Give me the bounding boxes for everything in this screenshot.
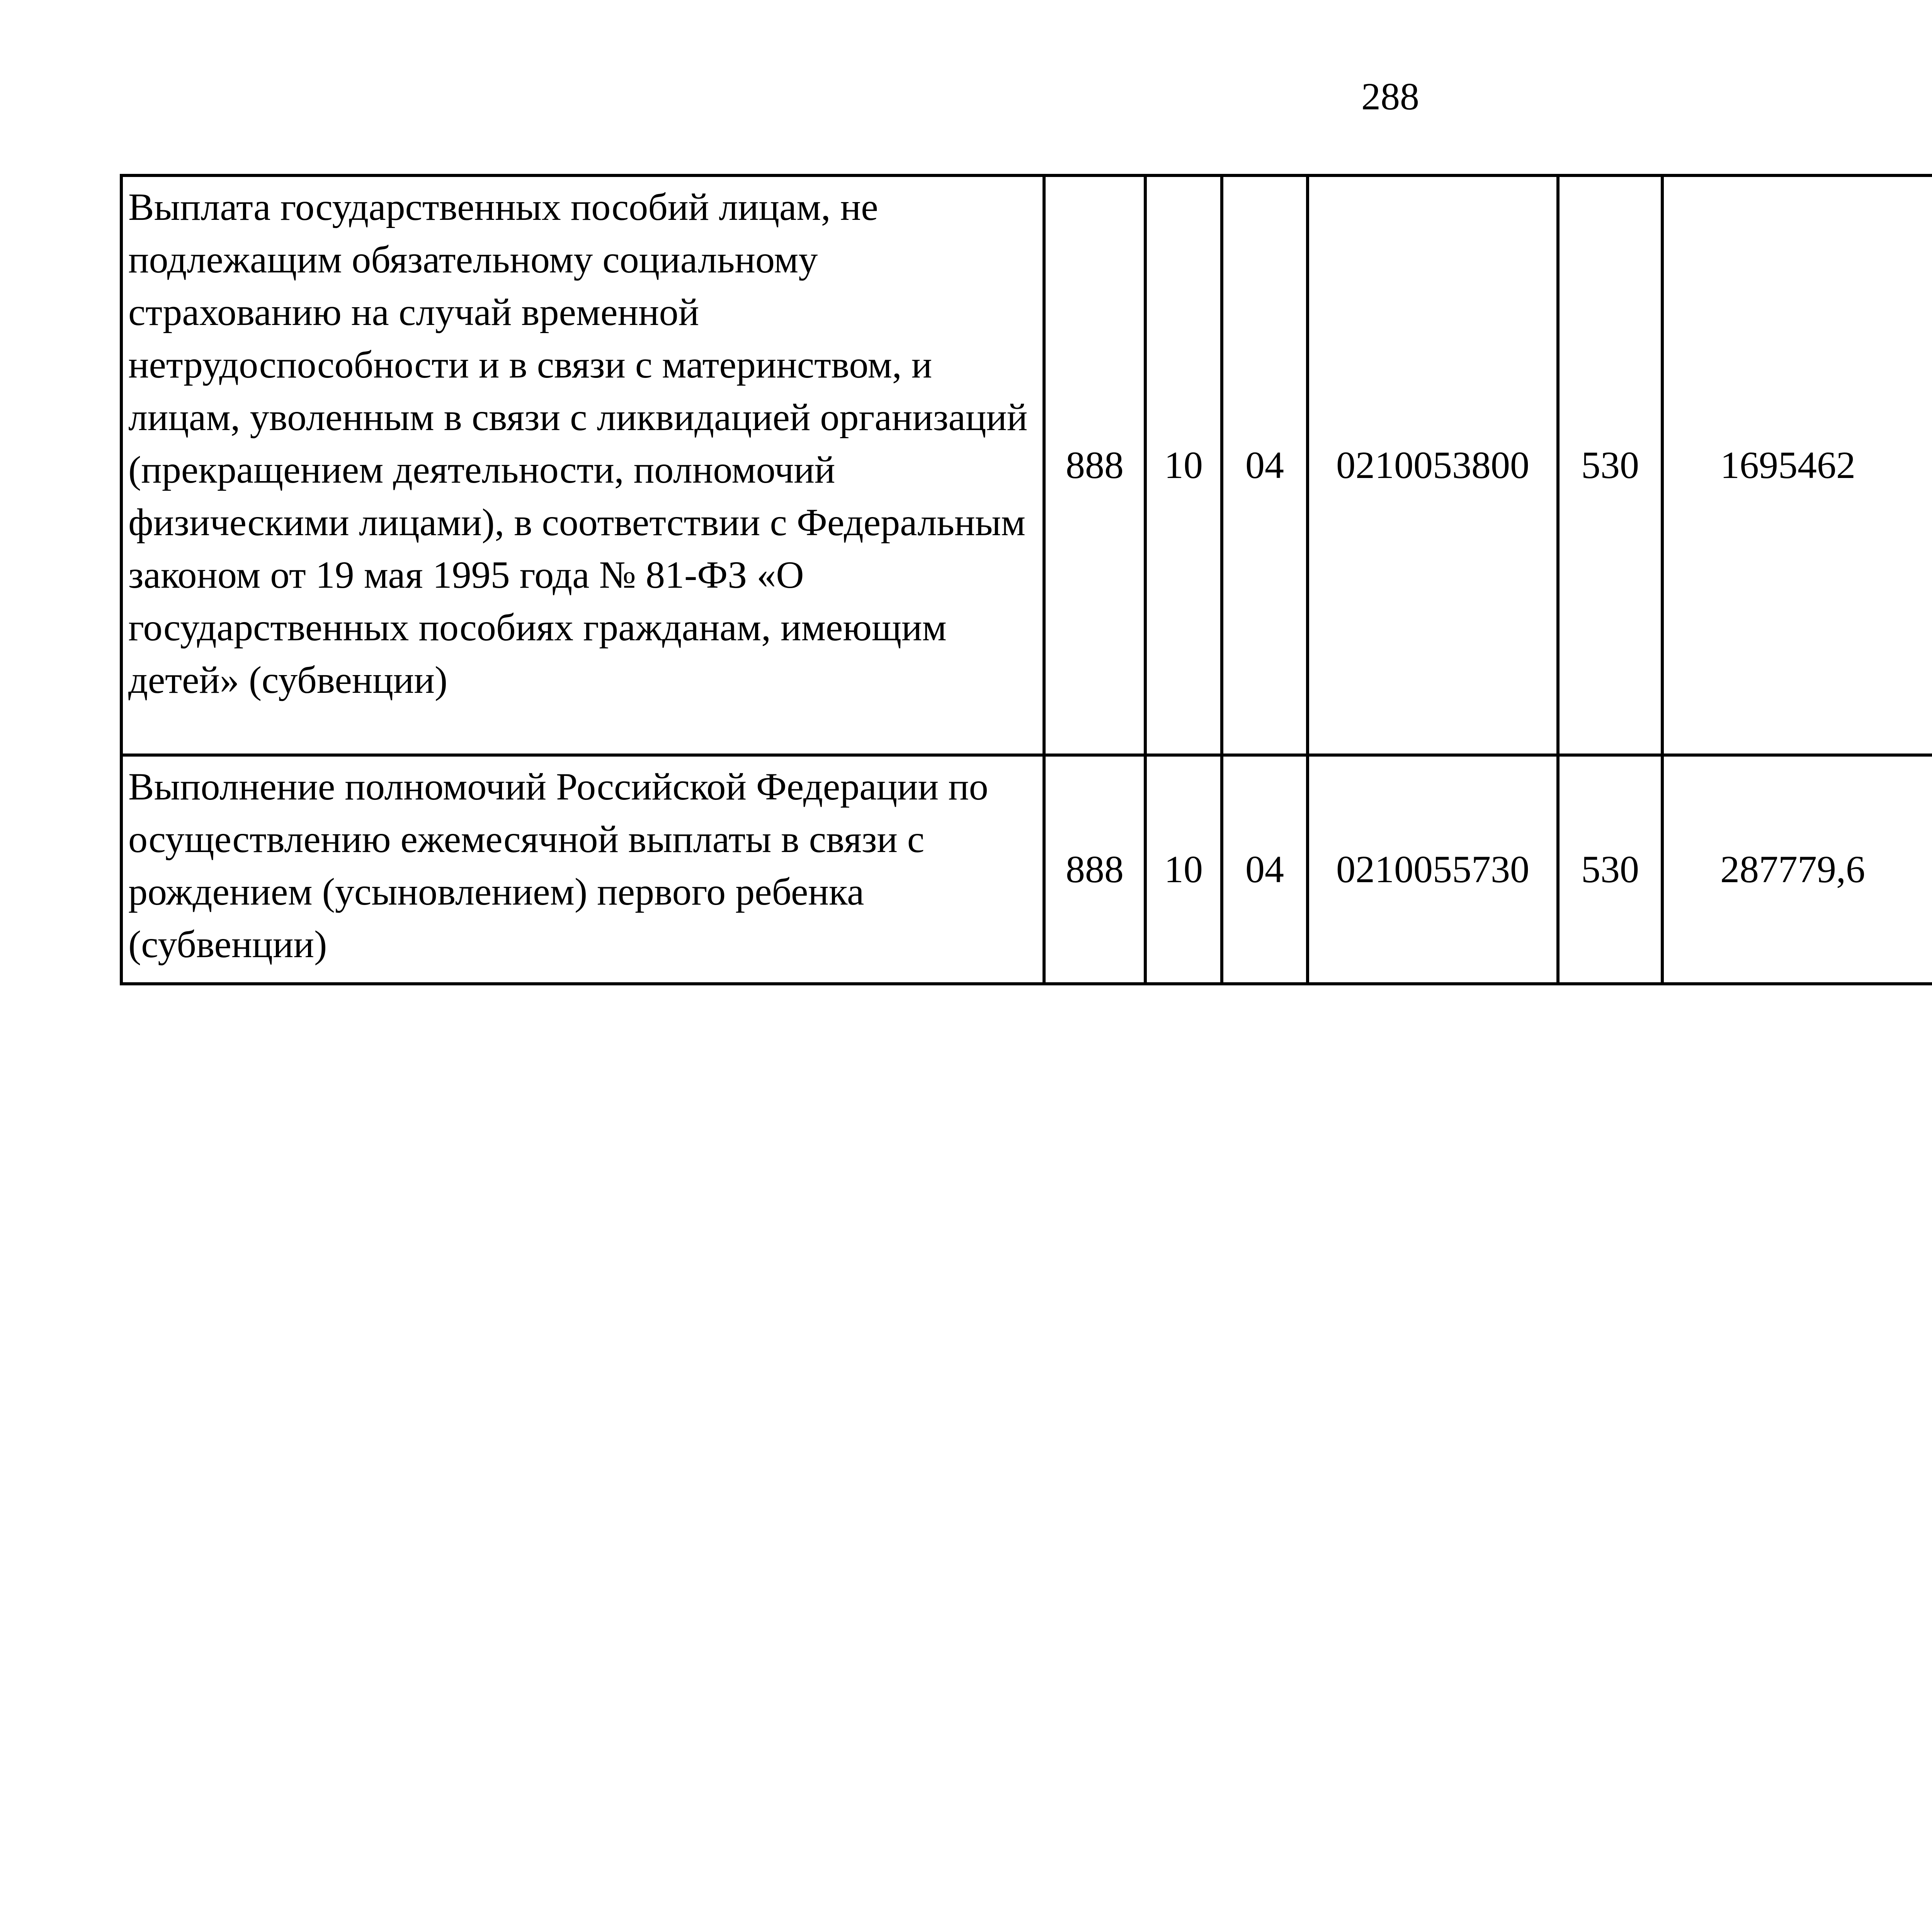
table-row	[121, 175, 1932, 755]
amount-year1-cell: 287779,6	[1662, 755, 1932, 984]
ministry-code-cell: 888	[1044, 755, 1145, 984]
target-article-cell: 0210055730	[1308, 755, 1558, 984]
target-article-cell: 0210053800	[1308, 175, 1558, 755]
budget-table	[120, 174, 1932, 985]
row-description: Выплата государственных пособий лицам, не подлежащим обязательному социальному страхованию на случай временной нетрудоспособности и в связи с материнством, и лицам, уволенным в связи с ликвидацией организаций (прекращением деятельности, полномочий физическими лицами), в соответствии с Федеральным законом от 19 мая 1995 года № 81-ФЗ «О государственных пособиях гражданам, имеющим детей» (субвенции)	[121, 175, 1044, 755]
ministry-code-cell: 888	[1044, 175, 1145, 755]
expense-type-cell: 530	[1558, 755, 1662, 984]
subsection-cell: 04	[1222, 175, 1308, 755]
amount-year1-cell: 1695462	[1662, 175, 1932, 755]
table-row	[121, 755, 1932, 984]
expense-type-cell: 530	[1558, 175, 1662, 755]
page-number: 288	[1361, 75, 1419, 118]
section-cell: 10	[1145, 755, 1222, 984]
section-cell: 10	[1145, 175, 1222, 755]
subsection-cell: 04	[1222, 755, 1308, 984]
row-description: Выполнение полномочий Российской Федерации по осуществлению ежемесячной выплаты в связи с рождением (усыновлением) первого ребенка (субвенции)	[121, 755, 1044, 984]
